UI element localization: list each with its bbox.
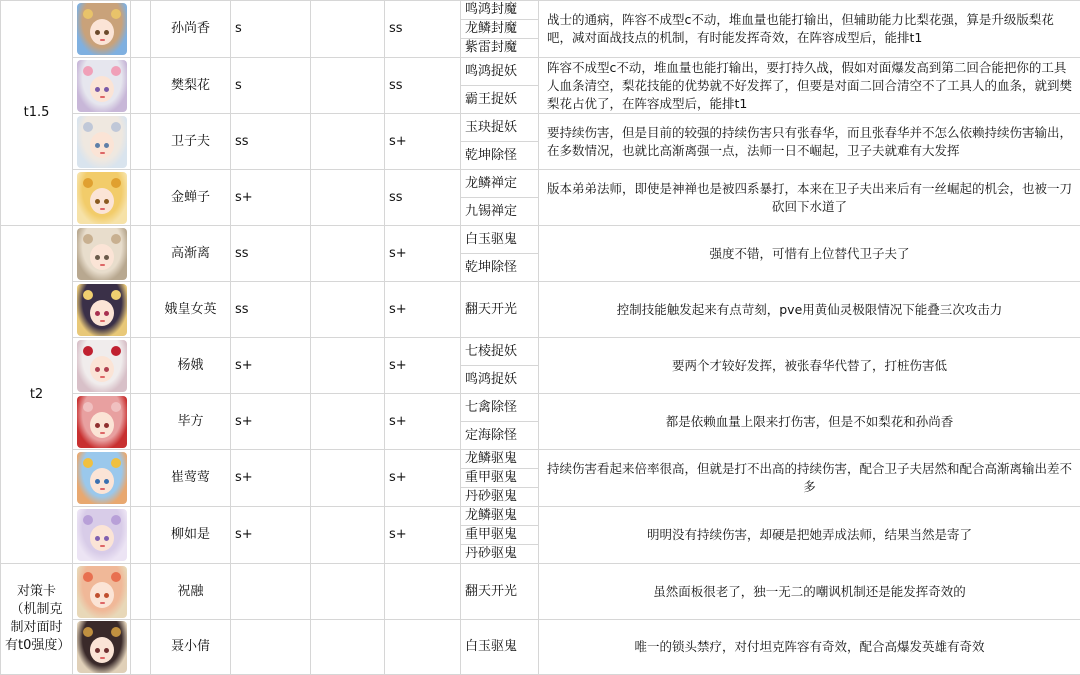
character-name: 高渐离: [151, 226, 231, 282]
equipment-tag: 重甲驱鬼: [461, 526, 539, 545]
comment-text: 明明没有持续伤害，却硬是把她弄成法师，结果当然是寄了: [539, 507, 1080, 564]
character-portrait: [77, 396, 127, 448]
character-name: 樊梨花: [151, 58, 231, 114]
character-portrait: [77, 60, 127, 112]
empty-cell: [311, 58, 385, 114]
character-name: 娥皇女英: [151, 282, 231, 338]
equipment-tag: 七禽除怪: [461, 394, 539, 422]
comment-text: 强度不错，可惜有上位替代卫子夫了: [539, 226, 1080, 282]
equipment-tag: 玉玦捉妖: [461, 114, 539, 142]
empty-cell: [311, 226, 385, 282]
rating-primary: s+: [231, 170, 311, 226]
table-row: [1, 507, 1080, 526]
empty-cell: [311, 1, 385, 58]
rating-secondary: s+: [385, 282, 461, 338]
table-row: [1, 58, 1080, 86]
spacer-cell: [131, 170, 151, 226]
portrait-cell: [73, 450, 131, 507]
character-portrait: [77, 566, 127, 618]
character-portrait: [77, 340, 127, 392]
comment-text: 虽然面板很老了，独一无二的嘲讽机制还是能发挥奇效的: [539, 564, 1080, 620]
table-row: [1, 564, 1080, 620]
empty-cell: [311, 114, 385, 170]
rating-primary: ss: [231, 114, 311, 170]
empty-cell: [311, 620, 385, 675]
portrait-cell: [73, 282, 131, 338]
equipment-tag: 鸣鸿捉妖: [461, 366, 539, 394]
equipment-tag: 龙鳞禅定: [461, 170, 539, 198]
rating-secondary: [385, 620, 461, 675]
equipment-tag: 龙鳞驱鬼: [461, 507, 539, 526]
character-portrait: [77, 284, 127, 336]
portrait-cell: [73, 394, 131, 450]
character-name: 金蝉子: [151, 170, 231, 226]
rating-primary: s+: [231, 394, 311, 450]
character-portrait: [77, 228, 127, 280]
comment-text: 唯一的锁头禁疗，对付坦克阵容有奇效，配合高爆发英雄有奇效: [539, 620, 1080, 675]
character-name: 杨娥: [151, 338, 231, 394]
rating-secondary: s+: [385, 114, 461, 170]
comment-text: 战士的通病，阵容不成型c不动，堆血量也能打输出，但辅助能力比梨花强，算是升级版梨花吧，减对面战技点的机制，有时能发挥奇效，在阵容成型后，能排t1: [539, 1, 1080, 58]
equipment-tag: 乾坤除怪: [461, 142, 539, 170]
table-row: [1, 1, 1080, 20]
character-portrait: [77, 116, 127, 168]
spacer-cell: [131, 58, 151, 114]
equipment-tag: 重甲驱鬼: [461, 469, 539, 488]
character-portrait: [77, 172, 127, 224]
equipment-tag: 七棱捉妖: [461, 338, 539, 366]
equipment-tag: 龙鳞驱鬼: [461, 450, 539, 469]
comment-text: 版本弟弟法师，即使是神禅也是被四系暴打，本来在卫子夫出来后有一丝崛起的机会，也被一刀砍回下水道了: [539, 170, 1080, 226]
portrait-cell: [73, 58, 131, 114]
comment-text: 阵容不成型c不动，堆血量也能打输出，要打持久战，假如对面爆发高到第二回合能把你的工具人血条清空，梨花技能的优势就不好发挥了，但要是对面二回合清空不了工具人的血条，就到樊梨花占优了，在阵容成型后，能排t1: [539, 58, 1080, 114]
character-portrait: [77, 621, 127, 673]
rating-secondary: s+: [385, 450, 461, 507]
equipment-tag: 翻天开光: [461, 282, 539, 338]
portrait-cell: [73, 564, 131, 620]
equipment-tag: 鸣鸿封魔: [461, 1, 539, 20]
comment-text: 控制技能触发起来有点苛刻，pve用黄仙灵极限情况下能叠三次攻击力: [539, 282, 1080, 338]
table-row: [1, 170, 1080, 198]
equipment-tag: 龙鳞封魔: [461, 20, 539, 39]
spacer-cell: [131, 282, 151, 338]
rating-secondary: s+: [385, 338, 461, 394]
rating-primary: [231, 564, 311, 620]
character-portrait: [77, 509, 127, 561]
character-portrait: [77, 452, 127, 504]
rating-primary: s+: [231, 507, 311, 564]
equipment-tag: 白玉驱鬼: [461, 620, 539, 675]
spacer-cell: [131, 226, 151, 282]
portrait-cell: [73, 507, 131, 564]
comment-text: 持续伤害看起来倍率很高，但就是打不出高的持续伤害，配合卫子夫居然和配合高渐离输出差不多: [539, 450, 1080, 507]
spacer-cell: [131, 338, 151, 394]
empty-cell: [311, 170, 385, 226]
equipment-tag: 丹砂驱鬼: [461, 545, 539, 564]
rating-secondary: s+: [385, 394, 461, 450]
empty-cell: [311, 450, 385, 507]
equipment-tag: 紫雷封魔: [461, 39, 539, 58]
empty-cell: [311, 507, 385, 564]
character-name: 祝融: [151, 564, 231, 620]
comment-text: 要两个才较好发挥，被张春华代替了，打桩伤害低: [539, 338, 1080, 394]
equipment-tag: 定海除怪: [461, 422, 539, 450]
equipment-tag: 霸王捉妖: [461, 86, 539, 114]
portrait-cell: [73, 338, 131, 394]
tier-table-body: [1, 1, 1080, 675]
rating-primary: s: [231, 58, 311, 114]
table-row: [1, 282, 1080, 338]
equipment-tag: 丹砂驱鬼: [461, 488, 539, 507]
rating-primary: s+: [231, 450, 311, 507]
rating-primary: ss: [231, 226, 311, 282]
empty-cell: [311, 564, 385, 620]
empty-cell: [311, 338, 385, 394]
rating-secondary: ss: [385, 1, 461, 58]
table-row: [1, 620, 1080, 675]
spacer-cell: [131, 114, 151, 170]
spacer-cell: [131, 394, 151, 450]
spacer-cell: [131, 450, 151, 507]
portrait-cell: [73, 1, 131, 58]
equipment-tag: 翻天开光: [461, 564, 539, 620]
spacer-cell: [131, 1, 151, 58]
tier-label: t1.5: [1, 1, 73, 226]
spacer-cell: [131, 564, 151, 620]
tier-label: t2: [1, 226, 73, 564]
equipment-tag: 白玉驱鬼: [461, 226, 539, 254]
rating-primary: [231, 620, 311, 675]
character-name: 孙尚香: [151, 1, 231, 58]
rating-secondary: ss: [385, 58, 461, 114]
empty-cell: [311, 394, 385, 450]
tier-label: 对策卡（机制克制对面时有t0强度）: [1, 564, 73, 675]
comment-text: 要持续伤害，但是目前的较强的持续伤害只有张春华，而且张春华并不怎么依赖持续伤害输出，在多数情况，也就比高渐离强一点，法师一日不崛起，卫子夫就难有大发挥: [539, 114, 1080, 170]
rating-primary: s: [231, 1, 311, 58]
table-row: [1, 338, 1080, 366]
equipment-tag: 乾坤除怪: [461, 254, 539, 282]
spacer-cell: [131, 620, 151, 675]
spacer-cell: [131, 507, 151, 564]
empty-cell: [311, 282, 385, 338]
portrait-cell: [73, 620, 131, 675]
comment-text: 都是依赖血量上限来打伤害，但是不如梨花和孙尚香: [539, 394, 1080, 450]
rating-secondary: ss: [385, 170, 461, 226]
table-row: [1, 450, 1080, 469]
rating-primary: s+: [231, 338, 311, 394]
character-portrait: [77, 3, 127, 55]
table-row: [1, 226, 1080, 254]
character-name: 聂小倩: [151, 620, 231, 675]
character-name: 卫子夫: [151, 114, 231, 170]
character-name: 崔莺莺: [151, 450, 231, 507]
rating-secondary: s+: [385, 507, 461, 564]
character-name: 毕方: [151, 394, 231, 450]
rating-primary: ss: [231, 282, 311, 338]
portrait-cell: [73, 114, 131, 170]
table-row: [1, 394, 1080, 422]
character-name: 柳如是: [151, 507, 231, 564]
rating-secondary: s+: [385, 226, 461, 282]
rating-secondary: [385, 564, 461, 620]
portrait-cell: [73, 170, 131, 226]
equipment-tag: 九锡禅定: [461, 198, 539, 226]
table-row: [1, 114, 1080, 142]
equipment-tag: 鸣鸿捉妖: [461, 58, 539, 86]
portrait-cell: [73, 226, 131, 282]
